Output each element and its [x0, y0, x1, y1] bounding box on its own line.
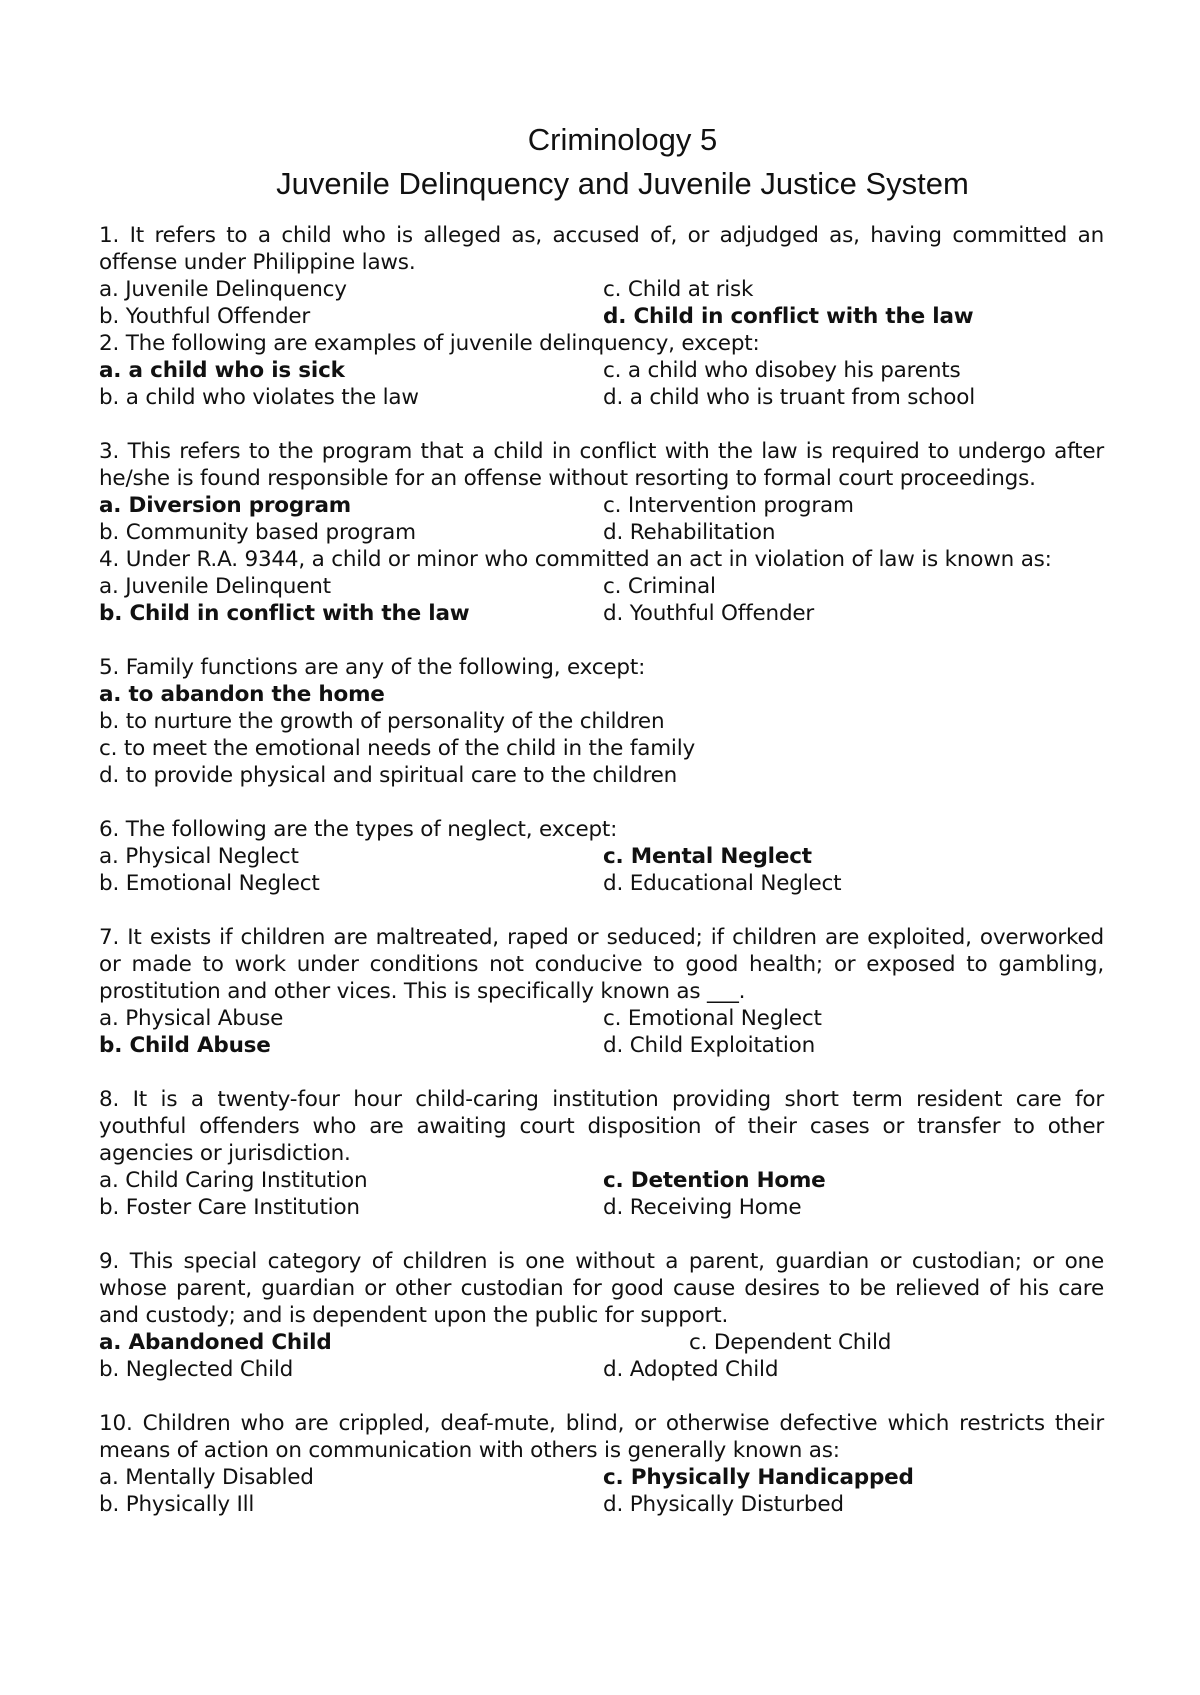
option-row: [99, 276, 1104, 303]
option-b: b. Community based program: [99, 520, 416, 545]
option-b: b. Youthful Offender: [99, 304, 311, 329]
option-a: a. Physical Abuse: [99, 1006, 284, 1031]
option-row: [99, 1491, 1104, 1518]
option-c: c. a child who disobey his parents: [603, 358, 961, 383]
option-row: [99, 519, 1104, 546]
question-1: [99, 222, 1104, 330]
spacer: [99, 627, 1104, 654]
option-d: d. Child Exploitation: [603, 1033, 816, 1058]
option-row: [99, 1356, 1104, 1383]
option-a-correct-answer: a. to abandon the home: [99, 682, 385, 707]
spacer: [99, 411, 1104, 438]
option-row: [99, 1329, 1104, 1356]
option-c-correct-answer: c. Detention Home: [603, 1168, 826, 1193]
option-b: b. Neglected Child: [99, 1357, 294, 1382]
option-c: c. Criminal: [603, 574, 716, 599]
question-stem: 5. Family functions are any of the following, except:: [99, 655, 646, 680]
question-7: [99, 924, 1104, 1059]
option-row: [99, 384, 1104, 411]
question-stem: 7. It exists if children are maltreated, raped or seduced; if children are exploited, overworked or made to work under conditions not conducive to good health; or exposed to gambling, prostitution and other vices. This is specifically known as ___.: [99, 925, 1104, 1004]
option-a: a. Physical Neglect: [99, 844, 299, 869]
question-stem: 4. Under R.A. 9344, a child or minor who committed an act in violation of law is known as:: [99, 547, 1052, 572]
document-header: [99, 118, 1104, 206]
option-c-correct-answer: c. Mental Neglect: [603, 844, 812, 869]
option-b: b. Foster Care Institution: [99, 1195, 360, 1220]
option-a: a. Child Caring Institution: [99, 1168, 368, 1193]
question-stem: 9. This special category of children is one without a parent, guardian or custodian; or one whose parent, guardian or other custodian for good cause desires to be relieved of his care and custody; and is dependent upon the public for support.: [99, 1249, 1104, 1328]
option-row: [99, 600, 1104, 627]
option-row: [99, 843, 1104, 870]
option-c-correct-answer: c. Physically Handicapped: [603, 1465, 914, 1490]
question-stem: 1. It refers to a child who is alleged as, accused of, or adjudged as, having committed an offense under Philippine laws.: [99, 223, 1104, 275]
option-c: c. Child at risk: [603, 277, 754, 302]
question-3: [99, 438, 1104, 546]
option-c: c. to meet the emotional needs of the child in the family: [99, 736, 696, 761]
option-a-correct-answer: a. Abandoned Child: [99, 1330, 332, 1355]
question-5: [99, 654, 1104, 789]
option-row: [99, 1167, 1104, 1194]
option-d-correct-answer: d. Child in conflict with the law: [603, 304, 974, 329]
option-b: b. a child who violates the law: [99, 385, 419, 410]
option-row: [99, 357, 1104, 384]
option-b: b. to nurture the growth of personality of the children: [99, 709, 665, 734]
option-d: d. Rehabilitation: [603, 520, 776, 545]
option-d: d. Youthful Offender: [603, 601, 815, 626]
option-b: b. Emotional Neglect: [99, 871, 320, 896]
spacer: [99, 789, 1104, 816]
option-d: d. Adopted Child: [603, 1357, 779, 1382]
question-8: [99, 1086, 1104, 1221]
option-b: b. Physically Ill: [99, 1492, 255, 1517]
question-stem: 6. The following are the types of neglect, except:: [99, 817, 618, 842]
option-c: c. Intervention program: [603, 493, 854, 518]
option-row: [99, 870, 1104, 897]
document-title-course: Criminology 5: [527, 122, 718, 157]
question-2: [99, 330, 1104, 411]
option-d: d. to provide physical and spiritual care to the children: [99, 763, 678, 788]
option-row: [99, 1032, 1104, 1059]
question-4: [99, 546, 1104, 627]
option-a: a. Juvenile Delinquency: [99, 277, 347, 302]
option-row: [99, 1194, 1104, 1221]
option-row: [99, 492, 1104, 519]
question-9: [99, 1248, 1104, 1383]
option-d: d. Educational Neglect: [603, 871, 842, 896]
spacer: [99, 1221, 1104, 1248]
spacer: [99, 897, 1104, 924]
option-a: a. Mentally Disabled: [99, 1465, 314, 1490]
spacer: [99, 1059, 1104, 1086]
option-b-correct-answer: b. Child Abuse: [99, 1033, 271, 1058]
document-title-subject: Juvenile Delinquency and Juvenile Justice System: [276, 166, 969, 201]
option-row: [99, 573, 1104, 600]
option-c: c. Emotional Neglect: [603, 1006, 822, 1031]
question-stem: 8. It is a twenty-four hour child-caring institution providing short term resident care for youthful offenders who are awaiting court disposition of their cases or transfer to other agencies or jurisdiction.: [99, 1087, 1104, 1166]
option-row: [99, 303, 1104, 330]
option-b-correct-answer: b. Child in conflict with the law: [99, 601, 470, 626]
option-a: a. Juvenile Delinquent: [99, 574, 331, 599]
question-stem: 2. The following are examples of juvenile delinquency, except:: [99, 331, 760, 356]
spacer: [99, 1383, 1104, 1410]
question-6: [99, 816, 1104, 897]
question-stem: 3. This refers to the program that a child in conflict with the law is required to undergo after he/she is found responsible for an offense without resorting to formal court proceedings.: [99, 439, 1104, 491]
option-row: [99, 1005, 1104, 1032]
question-10: [99, 1410, 1104, 1518]
option-a-correct-answer: a. Diversion program: [99, 493, 351, 518]
option-d: d. Receiving Home: [603, 1195, 802, 1220]
option-row: [99, 1464, 1104, 1491]
option-c: c. Dependent Child: [689, 1330, 892, 1355]
option-d: d. Physically Disturbed: [603, 1492, 844, 1517]
option-d: d. a child who is truant from school: [603, 385, 975, 410]
question-stem: 10. Children who are crippled, deaf-mute, blind, or otherwise defective which restricts their means of action on communication with others is generally known as:: [99, 1411, 1104, 1463]
option-a-correct-answer: a. a child who is sick: [99, 358, 345, 383]
